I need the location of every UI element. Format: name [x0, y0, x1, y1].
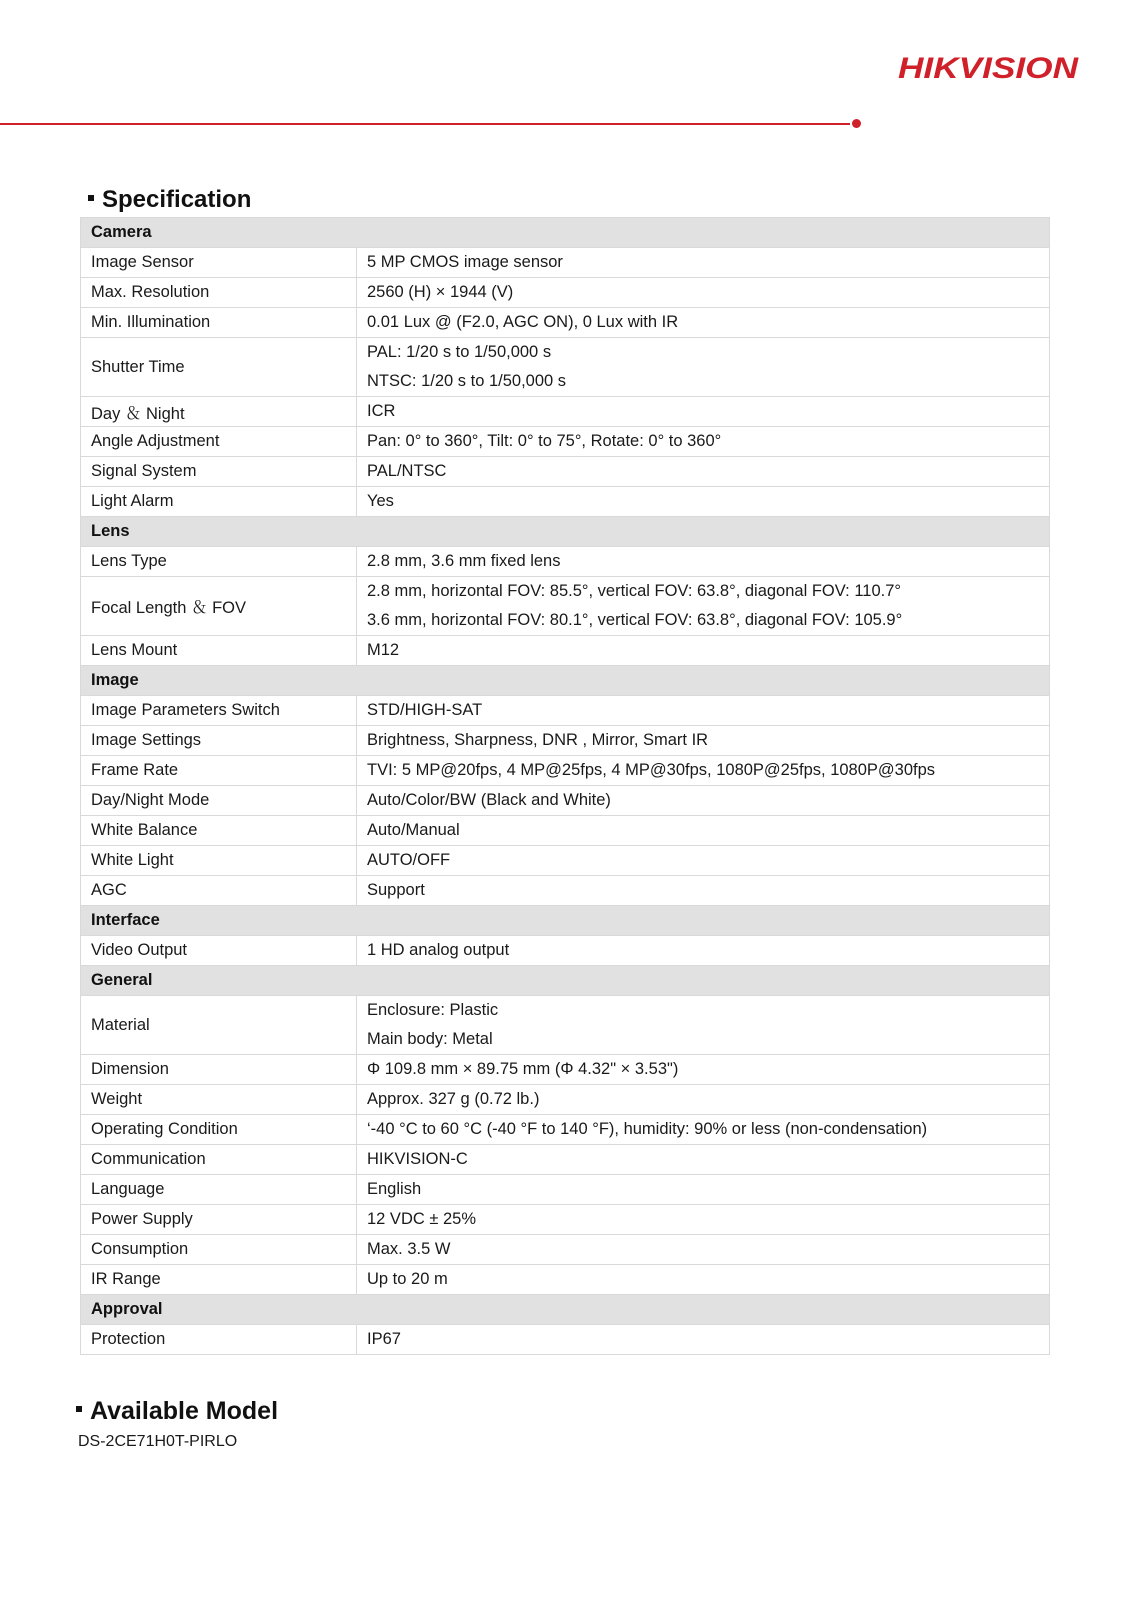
spec-row: [81, 1265, 1050, 1295]
spec-value: Auto/Manual: [367, 821, 460, 839]
spec-value: IP67: [367, 1330, 401, 1348]
spec-value: Φ 109.8 mm × 89.75 mm (Φ 4.32" × 3.53"): [367, 1060, 679, 1078]
spec-row: [81, 338, 1050, 397]
spec-value: TVI: 5 MP@20fps, 4 MP@25fps, 4 MP@30fps, 1080P@25fps, 1080P@30fps: [367, 761, 936, 779]
spec-value: English: [367, 1180, 422, 1198]
available-model-heading: [76, 1397, 278, 1426]
spec-value: HIKVISION-C: [367, 1150, 468, 1168]
spec-value-cell: [357, 996, 1050, 1055]
spec-value: AUTO/OFF: [367, 851, 451, 869]
spec-value-cell: [357, 936, 1050, 966]
spec-value: M12: [367, 641, 400, 659]
spec-label: Image Sensor: [81, 248, 357, 278]
spec-row: [81, 308, 1050, 338]
spec-value: Support: [367, 881, 425, 899]
spec-label: Weight: [81, 1085, 357, 1115]
spec-value: PAL: 1/20 s to 1/50,000 s: [367, 343, 552, 361]
spec-value: 1 HD analog output: [367, 941, 510, 959]
spec-group-title: Camera: [81, 218, 1050, 248]
spec-row: [81, 1325, 1050, 1355]
spec-value-cell: [357, 487, 1050, 517]
spec-value-cell: [357, 1055, 1050, 1085]
spec-value: Up to 20 m: [367, 1270, 448, 1288]
spec-row: [81, 278, 1050, 308]
spec-value-cell: [357, 756, 1050, 786]
spec-row: [81, 487, 1050, 517]
specification-heading: [88, 186, 251, 214]
spec-row: [81, 696, 1050, 726]
spec-row: [81, 577, 1050, 636]
spec-label: Max. Resolution: [81, 278, 357, 308]
spec-row: [81, 248, 1050, 278]
heading-bullet-icon: [88, 195, 94, 201]
spec-label: Language: [81, 1175, 357, 1205]
spec-label: Light Alarm: [81, 487, 357, 517]
spec-label: Communication: [81, 1145, 357, 1175]
spec-value-cell: [357, 1175, 1050, 1205]
spec-row: [81, 636, 1050, 666]
spec-value: 2.8 mm, horizontal FOV: 85.5°, vertical FOV: 63.8°, diagonal FOV: 110.7°: [367, 582, 901, 600]
spec-value-cell: [357, 577, 1050, 636]
spec-value-cell: [357, 547, 1050, 577]
spec-value: Auto/Color/BW (Black and White): [367, 791, 611, 809]
spec-group-row: [81, 906, 1050, 936]
spec-value-cell: [357, 308, 1050, 338]
spec-value-cell: [357, 427, 1050, 457]
spec-value: Enclosure: Plastic: [367, 1001, 499, 1019]
spec-row: [81, 427, 1050, 457]
spec-label: White Balance: [81, 816, 357, 846]
spec-value-cell: [357, 726, 1050, 756]
spec-value-cell: [357, 1235, 1050, 1265]
spec-group-row: [81, 218, 1050, 248]
spec-value: Brightness, Sharpness, DNR , Mirror, Smart IR: [367, 731, 709, 749]
spec-group-row: [81, 966, 1050, 996]
spec-group-row: [81, 666, 1050, 696]
spec-row: [81, 457, 1050, 487]
spec-row: [81, 726, 1050, 756]
spec-value: 12 VDC ± 25%: [367, 1210, 477, 1228]
spec-value-cell: [357, 846, 1050, 876]
spec-label: AGC: [81, 876, 357, 906]
spec-row: [81, 1085, 1050, 1115]
spec-value-cell: [357, 1265, 1050, 1295]
spec-value: 5 MP CMOS image sensor: [367, 253, 563, 271]
spec-group-title: General: [81, 966, 1050, 996]
spec-value-cell: [357, 457, 1050, 487]
spec-label: Lens Type: [81, 547, 357, 577]
spec-row: [81, 786, 1050, 816]
spec-label: Dimension: [81, 1055, 357, 1085]
spec-label: White Light: [81, 846, 357, 876]
spec-value: Approx. 327 g (0.72 lb.): [367, 1090, 540, 1108]
spec-value: ICR: [367, 402, 396, 420]
spec-label: Power Supply: [81, 1205, 357, 1235]
spec-label: Day ＆ Night: [81, 397, 357, 427]
spec-value-cell: [357, 1085, 1050, 1115]
spec-group-title: Image: [81, 666, 1050, 696]
spec-row: [81, 1205, 1050, 1235]
spec-value-cell: [357, 248, 1050, 278]
spec-value-cell: [357, 1145, 1050, 1175]
available-model-heading-text: Available Model: [90, 1397, 279, 1425]
spec-label: Focal Length ＆ FOV: [81, 577, 357, 636]
spec-value-cell: [357, 1325, 1050, 1355]
spec-row: [81, 1055, 1050, 1085]
spec-row: [81, 397, 1050, 427]
spec-value: 0.01 Lux @ (F2.0, AGC ON), 0 Lux with IR: [367, 313, 679, 331]
spec-row: [81, 876, 1050, 906]
spec-value-cell: [357, 1205, 1050, 1235]
spec-value-cell: [357, 278, 1050, 308]
spec-row: [81, 1175, 1050, 1205]
spec-row: [81, 1145, 1050, 1175]
spec-value: 2560 (H) × 1944 (V): [367, 283, 514, 301]
spec-value: NTSC: 1/20 s to 1/50,000 s: [367, 372, 567, 390]
spec-value: Yes: [367, 492, 394, 510]
spec-value-cell: [357, 876, 1050, 906]
specification-heading-text: Specification: [102, 186, 252, 213]
spec-label: Image Parameters Switch: [81, 696, 357, 726]
spec-label: Day/Night Mode: [81, 786, 357, 816]
spec-row: [81, 1235, 1050, 1265]
spec-value: 3.6 mm, horizontal FOV: 80.1°, vertical FOV: 63.8°, diagonal FOV: 105.9°: [367, 611, 903, 629]
spec-label: Image Settings: [81, 726, 357, 756]
spec-row: [81, 816, 1050, 846]
spec-label: Lens Mount: [81, 636, 357, 666]
spec-value: STD/HIGH-SAT: [367, 701, 483, 719]
spec-value-cell: [357, 338, 1050, 397]
spec-row: [81, 936, 1050, 966]
specification-table: [80, 217, 1050, 1355]
spec-label: Min. Illumination: [81, 308, 357, 338]
spec-value: Max. 3.5 W: [367, 1240, 451, 1258]
spec-group-title: Interface: [81, 906, 1050, 936]
spec-value: Main body: Metal: [367, 1030, 493, 1048]
spec-value: Pan: 0° to 360°, Tilt: 0° to 75°, Rotate: 0° to 360°: [367, 432, 722, 450]
spec-row: [81, 846, 1050, 876]
svg-text:HIKVISION: HIKVISION: [898, 52, 1080, 85]
spec-label: Protection: [81, 1325, 357, 1355]
hikvision-logo-mark: [898, 50, 1088, 86]
spec-value: 2.8 mm, 3.6 mm fixed lens: [367, 552, 561, 570]
spec-row: [81, 756, 1050, 786]
spec-group-title: Approval: [81, 1295, 1050, 1325]
spec-value: ‘-40 °C to 60 °C (-40 °F to 140 °F), humidity: 90% or less (non-condensation): [367, 1120, 928, 1138]
spec-label: IR Range: [81, 1265, 357, 1295]
spec-label: Operating Condition: [81, 1115, 357, 1145]
spec-label: Signal System: [81, 457, 357, 487]
spec-row: [81, 996, 1050, 1055]
spec-row: [81, 1115, 1050, 1145]
spec-value-cell: [357, 696, 1050, 726]
hikvision-logo: [898, 50, 1088, 86]
spec-label: Consumption: [81, 1235, 357, 1265]
heading-bullet-icon: [76, 1406, 82, 1412]
spec-value-cell: [357, 397, 1050, 427]
spec-group-row: [81, 517, 1050, 547]
spec-label: Material: [81, 996, 357, 1055]
model-number: DS-2CE71H0T-PIRLO: [78, 1433, 238, 1450]
spec-label: Angle Adjustment: [81, 427, 357, 457]
spec-value-cell: [357, 636, 1050, 666]
spec-label: Frame Rate: [81, 756, 357, 786]
spec-label: Video Output: [81, 936, 357, 966]
spec-label: Shutter Time: [81, 338, 357, 397]
spec-value-cell: [357, 816, 1050, 846]
spec-value-cell: [357, 786, 1050, 816]
spec-group-title: Lens: [81, 517, 1050, 547]
spec-value-cell: [357, 1115, 1050, 1145]
header-red-dot: [852, 119, 861, 128]
spec-group-row: [81, 1295, 1050, 1325]
header-red-rule: [0, 123, 850, 125]
spec-row: [81, 547, 1050, 577]
spec-value: PAL/NTSC: [367, 462, 447, 480]
